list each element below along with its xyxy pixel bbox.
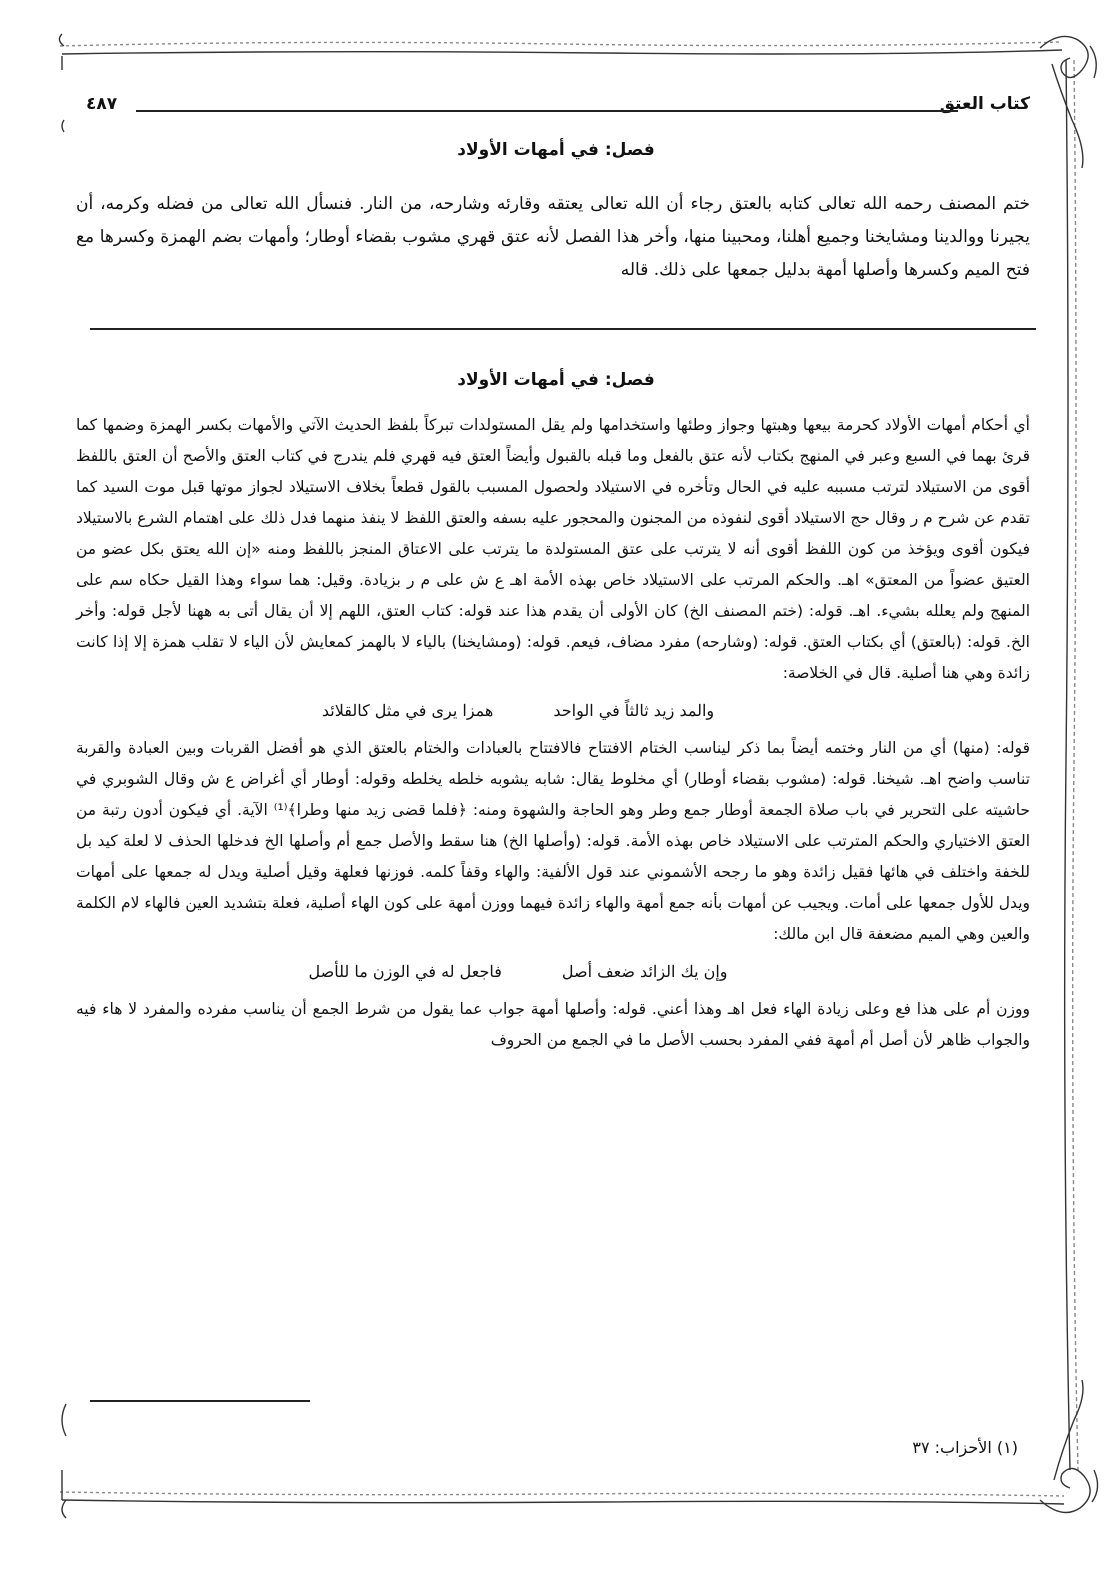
main-text: ختم المصنف رحمه الله تعالى كتابه بالعتق رجاء أن الله تعالى يعتقه وقارئه وشارحه، من النار. فنسأل الله تعالى من فضله وكرمه، أن يجيرنا ووالدينا ومشايخنا وجميع أهلنا، ومحبينا منها، وأخر هذا الفصل لأنه عتق قهري مشوب بقضاء أوطار؛ وأمهات بضم الهمزة وكسرها مع فتح الميم وكسرها وأصلها أمهة بدليل جمعها على ذلك. قاله [76, 194, 1030, 280]
header-rule [136, 110, 958, 112]
main-section-heading: فصل: في أمهات الأولاد [457, 140, 655, 160]
commentary-paragraph: قوله: (منها) أي من النار وختمه أيضاً بما ذكر ليناسب الختام الافتتاح فالافتتاح بالعبادات والختام بالعتق الذي هو أفضل القربات وبين العبادة والقربة تناسب واضح اهـ. شيخنا. قوله: (مشوب بقضاء أوطار) أي مخلوط يقال: شابه يشوبه خلطه يخلطه وقوله: أوطار أي أغراض ع ش وقال الشوبري في حاشيته على التحرير في باب صلاة الجمعة أوطار جمع وطر وهو الحاجة والشهوة ومنه: ﴿فلما قضى زيد منها وطرا﴾⁽¹⁾ الآية. أي فيكون أدون رتبة من العتق الاختياري والحكم المترتب على الاستيلاد خاص بهذه الأمة. قوله: (وأصلها الخ) هنا سقط والأصل جمع أم وأصلها الخ فدخلها الحذف لا لعلة كيد بل للخفة واختلف في هائها فقيل زائدة وهو ما رجحه الأشموني عند قول الألفية: والهاء وقفاً كلمه. فوزنها فعلهة وقيل أصلية ويدل له جمعها على أمهات ويدل للأول جمعها على أمات. ويجيب عن أمهات بأنه جمع أمهة والهاء زائدة فيهما ووزن أمهة على كون الهاء أصلية، فعلة بتشديد العين فالهاء لام الكلمة والعين وهي الميم مضعفة قال ابن مالك: [76, 739, 1030, 943]
verse-second-hemistich: همزا يرى في مثل كالقلائد [321, 701, 494, 720]
verse-second-hemistich: فاجعل له في الوزن ما للأصل [308, 962, 502, 981]
commentary-body [76, 410, 1030, 1056]
poetry-verse [76, 950, 1030, 994]
page-number: ٤٨٧ [86, 94, 118, 114]
footnote-rule [90, 1400, 310, 1402]
commentary-paragraph: ووزن أم على هذا فع وعلى زيادة الهاء فعل اهـ وهذا أعني. قوله: وأصلها أمهة جواب عما يقول من شرط الجمع أن يناسب مفرده والمفرد لا هاء فيه والجواب ظاهر لأن أصل أم أمهة ففي المفرد بحسب الأصل ما في الجمع من الحروف [76, 1000, 1030, 1049]
text-commentary-separator [90, 328, 1036, 330]
commentary-paragraph: أي أحكام أمهات الأولاد كحرمة بيعها وهبتها وجواز وطئها واستخدامها ولم يقل المستولدات تبركاً بلفظ الحديث الآتي والأمهات بكسر الهمزة وضمها كما قرئ بهما في السبع وعبر في المنهج بكتاب لأنه عتق بالفعل وما قبله بالقبول وأيضاً العتق فيه قهري فلم يندرج في كتاب العتق والأصح أن العتق باللفظ أقوى من الاستيلاد لترتب مسببه عليه في الحال وتأخره في الاستيلاد ولحصول المسبب بالقول قطعاً بخلاف الاستيلاد لجواز موتها قبل موت السيد كما تقدم عن شرح م ر وقال حج الاستيلاد أقوى لنفوذه من المجنون والمحجور عليه بسفه والعتق اللفظ لا ينفذ منهما فدل ذلك على اهتمام الشرع بالاستيلاد فيكون أقوى ويؤخذ من كون اللفظ أقوى أنه لا يترتب على عتق المستولدة ما يترتب على الاعتاق المنجز باللفظ ومنه «إن الله يعتق بكل عضو من العتيق عضواً من المعتق» اهـ. والحكم المرتب على الاستيلاد خاص بهذه الأمة اهـ ع ش على م ر بزيادة. وقيل: هما سواء وهذا القيل حكاه سم على المنهج ولم يعلله بشيء. اهـ. قوله: (ختم المصنف الخ) كان الأولى أن يقدم هذا عند قوله: كتاب العتق، اللهم إلا أن يقال أتى به ههنا لأجل قوله: وأخر الخ. قوله: (بالعتق) أي بكتاب العتق. قوله: (وشارحه) مفرد مضاف، فيعم. قوله: (ومشايخنا) بالياء لا بالهمز كمعايش لأن الياء لا تقلب همزة إلا إذا كانت زائدة وهي هنا أصلية. قال في الخلاصة: [76, 416, 1030, 682]
running-title: كتاب العتق [939, 94, 1030, 114]
commentary-section-heading: فصل: في أمهات الأولاد [457, 370, 655, 390]
verse-first-hemistich: والمد زيد ثالثاً في الواحد [553, 701, 715, 720]
book-page [76, 90, 1036, 1530]
running-header [76, 94, 1036, 122]
verse-first-hemistich: وإن يك الزائد ضعف أصل [561, 962, 728, 981]
poetry-verse [76, 689, 1030, 733]
footnote: (١) الأحزاب: ٣٧ [912, 1438, 1018, 1457]
